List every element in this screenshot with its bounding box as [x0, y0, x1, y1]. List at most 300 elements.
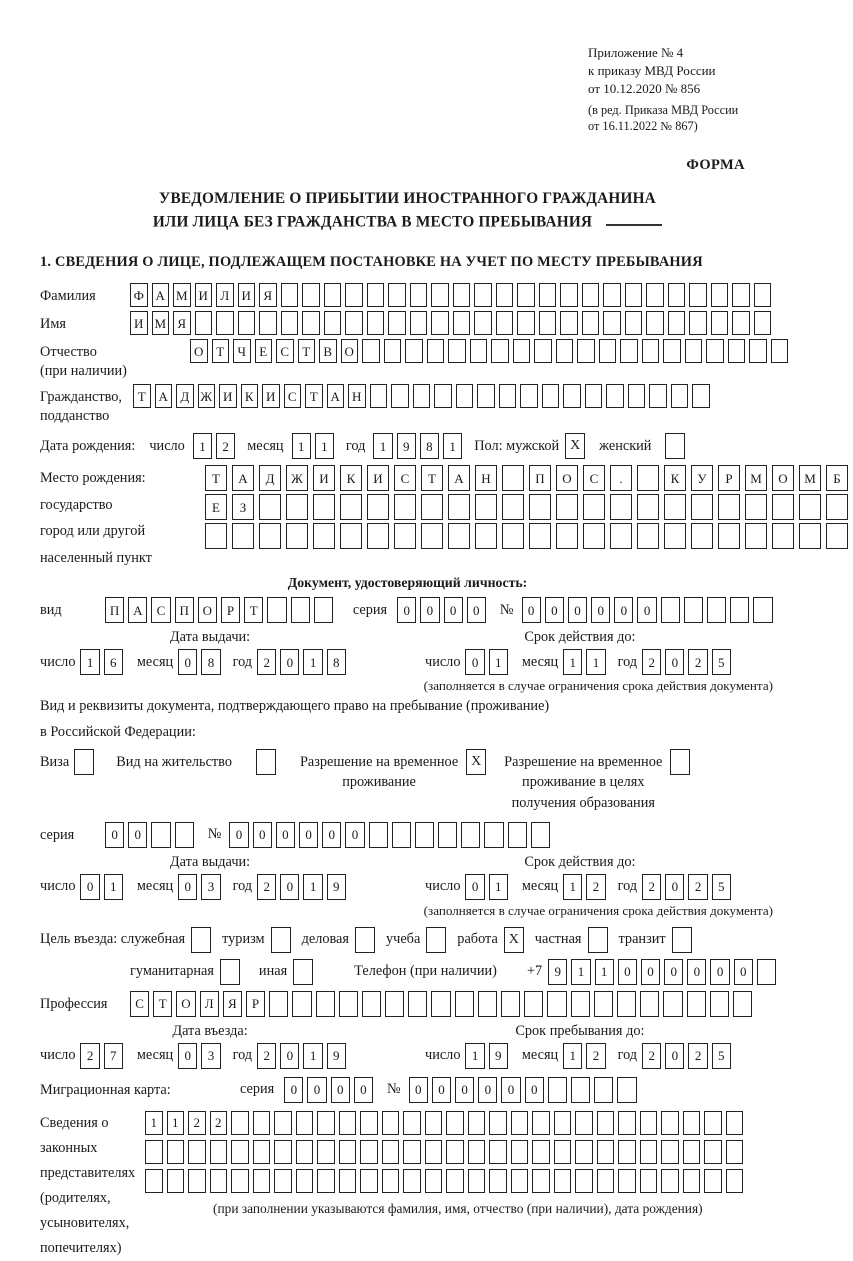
char-cell[interactable]: У [691, 465, 713, 491]
char-cell[interactable] [640, 991, 659, 1017]
char-cell[interactable]: Т [305, 384, 323, 408]
char-cell[interactable] [384, 339, 402, 363]
char-cell[interactable]: А [152, 283, 170, 307]
char-cell[interactable] [316, 991, 335, 1017]
char-cell[interactable] [453, 311, 471, 335]
char-cell[interactable] [253, 1111, 271, 1135]
char-cell[interactable] [684, 597, 703, 623]
char-cell[interactable]: П [175, 597, 194, 623]
char-cell[interactable]: 0 [105, 822, 124, 848]
char-cell[interactable] [704, 1169, 722, 1193]
char-cell[interactable]: 0 [465, 874, 484, 900]
char-cell[interactable] [618, 1140, 636, 1164]
char-cell[interactable] [238, 311, 256, 335]
char-cell[interactable] [391, 384, 409, 408]
char-cell[interactable]: 8 [201, 649, 220, 675]
char-cell[interactable]: А [155, 384, 173, 408]
char-cell[interactable] [556, 523, 578, 549]
char-cell[interactable] [556, 494, 578, 520]
char-cell[interactable] [274, 1169, 292, 1193]
char-cell[interactable] [489, 1111, 507, 1135]
char-cell[interactable] [732, 311, 750, 335]
char-cell[interactable] [563, 384, 581, 408]
char-cell[interactable]: 0 [444, 597, 463, 623]
char-cell[interactable] [455, 991, 474, 1017]
char-cell[interactable] [508, 822, 527, 848]
char-cell[interactable]: 8 [327, 649, 346, 675]
char-cell[interactable]: 5 [712, 874, 731, 900]
char-cell[interactable] [167, 1140, 185, 1164]
char-cell[interactable]: 8 [420, 433, 439, 459]
char-cell[interactable] [711, 311, 729, 335]
char-cell[interactable]: Д [176, 384, 194, 408]
char-cell[interactable] [575, 1111, 593, 1135]
char-cell[interactable]: А [448, 465, 470, 491]
char-cell[interactable] [554, 1111, 572, 1135]
char-cell[interactable]: Б [826, 465, 848, 491]
char-cell[interactable] [575, 1169, 593, 1193]
char-cell[interactable]: Е [205, 494, 227, 520]
char-cell[interactable] [484, 822, 503, 848]
char-cell[interactable] [520, 384, 538, 408]
char-cell[interactable] [599, 339, 617, 363]
char-cell[interactable]: 2 [586, 874, 605, 900]
char-cell[interactable]: 1 [586, 649, 605, 675]
char-cell[interactable] [362, 991, 381, 1017]
char-cell[interactable] [269, 991, 288, 1017]
char-cell[interactable]: 1 [563, 1043, 582, 1069]
char-cell[interactable] [468, 1169, 486, 1193]
char-cell[interactable]: 1 [489, 874, 508, 900]
char-cell[interactable] [403, 1111, 421, 1135]
char-cell[interactable] [382, 1169, 400, 1193]
char-cell[interactable] [757, 959, 776, 985]
char-cell[interactable] [403, 1140, 421, 1164]
char-cell[interactable] [367, 283, 385, 307]
char-cell[interactable] [456, 384, 474, 408]
char-cell[interactable] [511, 1111, 529, 1135]
char-cell[interactable] [547, 991, 566, 1017]
char-cell[interactable] [637, 494, 659, 520]
char-cell[interactable]: Л [216, 283, 234, 307]
char-cell[interactable] [560, 311, 578, 335]
char-cell[interactable]: 0 [178, 874, 197, 900]
char-cell[interactable] [405, 339, 423, 363]
char-cell[interactable] [539, 311, 557, 335]
char-cell[interactable] [799, 523, 821, 549]
char-cell[interactable]: Т [133, 384, 151, 408]
char-cell[interactable]: М [152, 311, 170, 335]
char-cell[interactable] [195, 311, 213, 335]
char-cell[interactable] [313, 494, 335, 520]
char-cell[interactable] [646, 283, 664, 307]
char-cell[interactable] [394, 494, 416, 520]
char-cell[interactable]: 2 [210, 1111, 228, 1135]
char-cell[interactable] [730, 597, 749, 623]
char-cell[interactable]: 0 [665, 649, 684, 675]
char-cell[interactable]: . [610, 465, 632, 491]
char-cell[interactable]: 0 [280, 874, 299, 900]
char-cell[interactable]: 2 [688, 874, 707, 900]
char-cell[interactable]: К [664, 465, 686, 491]
char-cell[interactable]: Н [348, 384, 366, 408]
char-cell[interactable]: 0 [432, 1077, 451, 1103]
char-cell[interactable] [582, 283, 600, 307]
char-cell[interactable] [532, 1140, 550, 1164]
purpose-chastnaya-checkbox[interactable] [588, 927, 608, 953]
char-cell[interactable] [314, 597, 333, 623]
char-cell[interactable]: С [151, 597, 170, 623]
char-cell[interactable]: М [799, 465, 821, 491]
char-cell[interactable] [188, 1169, 206, 1193]
temporary-residence-education-checkbox[interactable] [670, 749, 690, 775]
char-cell[interactable]: 2 [642, 649, 661, 675]
char-cell[interactable] [448, 339, 466, 363]
char-cell[interactable]: Ф [130, 283, 148, 307]
char-cell[interactable]: 1 [167, 1111, 185, 1135]
char-cell[interactable]: 0 [465, 649, 484, 675]
char-cell[interactable] [448, 523, 470, 549]
char-cell[interactable] [585, 384, 603, 408]
char-cell[interactable] [594, 1077, 613, 1103]
char-cell[interactable]: К [340, 465, 362, 491]
char-cell[interactable] [408, 991, 427, 1017]
char-cell[interactable]: И [262, 384, 280, 408]
char-cell[interactable]: 0 [525, 1077, 544, 1103]
char-cell[interactable]: 0 [345, 822, 364, 848]
char-cell[interactable]: 1 [303, 874, 322, 900]
char-cell[interactable] [475, 523, 497, 549]
char-cell[interactable] [548, 1077, 567, 1103]
char-cell[interactable] [668, 283, 686, 307]
char-cell[interactable] [210, 1140, 228, 1164]
char-cell[interactable]: Я [259, 283, 277, 307]
char-cell[interactable]: О [341, 339, 359, 363]
char-cell[interactable] [517, 311, 535, 335]
purpose-delovaya-checkbox[interactable] [355, 927, 375, 953]
char-cell[interactable] [253, 1169, 271, 1193]
char-cell[interactable] [575, 1140, 593, 1164]
char-cell[interactable] [502, 465, 524, 491]
char-cell[interactable] [421, 523, 443, 549]
char-cell[interactable]: Ж [286, 465, 308, 491]
char-cell[interactable] [511, 1140, 529, 1164]
char-cell[interactable] [664, 494, 686, 520]
char-cell[interactable] [151, 822, 170, 848]
char-cell[interactable]: 2 [642, 874, 661, 900]
char-cell[interactable] [369, 822, 388, 848]
sex-male-checkbox[interactable]: X [565, 433, 585, 459]
char-cell[interactable] [637, 465, 659, 491]
char-cell[interactable] [413, 384, 431, 408]
char-cell[interactable] [446, 1111, 464, 1135]
char-cell[interactable] [603, 283, 621, 307]
char-cell[interactable]: О [190, 339, 208, 363]
char-cell[interactable] [231, 1111, 249, 1135]
char-cell[interactable] [474, 283, 492, 307]
char-cell[interactable] [367, 494, 389, 520]
char-cell[interactable] [302, 311, 320, 335]
char-cell[interactable]: 0 [501, 1077, 520, 1103]
char-cell[interactable]: 5 [712, 1043, 731, 1069]
char-cell[interactable]: 0 [322, 822, 341, 848]
char-cell[interactable] [685, 339, 703, 363]
char-cell[interactable]: И [130, 311, 148, 335]
char-cell[interactable] [477, 384, 495, 408]
char-cell[interactable]: Ч [233, 339, 251, 363]
char-cell[interactable] [531, 822, 550, 848]
char-cell[interactable] [826, 523, 848, 549]
char-cell[interactable]: 0 [284, 1077, 303, 1103]
char-cell[interactable]: 0 [467, 597, 486, 623]
purpose-inaya-checkbox[interactable] [293, 959, 313, 985]
char-cell[interactable] [772, 523, 794, 549]
char-cell[interactable] [772, 494, 794, 520]
purpose-ucheba-checkbox[interactable] [426, 927, 446, 953]
char-cell[interactable] [513, 339, 531, 363]
char-cell[interactable]: М [745, 465, 767, 491]
char-cell[interactable]: 0 [178, 649, 197, 675]
char-cell[interactable] [392, 822, 411, 848]
char-cell[interactable] [427, 339, 445, 363]
char-cell[interactable] [683, 1111, 701, 1135]
char-cell[interactable] [360, 1140, 378, 1164]
char-cell[interactable] [771, 339, 789, 363]
char-cell[interactable]: А [327, 384, 345, 408]
char-cell[interactable] [691, 494, 713, 520]
char-cell[interactable] [470, 339, 488, 363]
char-cell[interactable]: 0 [253, 822, 272, 848]
char-cell[interactable] [649, 384, 667, 408]
char-cell[interactable] [370, 384, 388, 408]
char-cell[interactable]: 0 [354, 1077, 373, 1103]
char-cell[interactable] [491, 339, 509, 363]
char-cell[interactable] [317, 1140, 335, 1164]
char-cell[interactable]: 2 [188, 1111, 206, 1135]
char-cell[interactable] [664, 523, 686, 549]
char-cell[interactable]: З [232, 494, 254, 520]
char-cell[interactable]: П [529, 465, 551, 491]
char-cell[interactable]: С [276, 339, 294, 363]
char-cell[interactable] [689, 283, 707, 307]
char-cell[interactable] [425, 1140, 443, 1164]
char-cell[interactable]: Р [246, 991, 265, 1017]
char-cell[interactable] [345, 311, 363, 335]
char-cell[interactable] [532, 1169, 550, 1193]
char-cell[interactable] [431, 283, 449, 307]
char-cell[interactable]: 1 [303, 649, 322, 675]
char-cell[interactable]: 7 [104, 1043, 123, 1069]
char-cell[interactable] [415, 822, 434, 848]
char-cell[interactable]: 9 [489, 1043, 508, 1069]
char-cell[interactable] [388, 283, 406, 307]
char-cell[interactable] [385, 991, 404, 1017]
char-cell[interactable]: 0 [591, 597, 610, 623]
char-cell[interactable] [478, 991, 497, 1017]
char-cell[interactable]: В [319, 339, 337, 363]
char-cell[interactable] [425, 1169, 443, 1193]
char-cell[interactable] [754, 311, 772, 335]
char-cell[interactable]: 0 [80, 874, 99, 900]
char-cell[interactable]: 1 [193, 433, 212, 459]
char-cell[interactable] [496, 311, 514, 335]
char-cell[interactable]: Д [259, 465, 281, 491]
char-cell[interactable]: 0 [299, 822, 318, 848]
char-cell[interactable] [691, 523, 713, 549]
char-cell[interactable]: 0 [734, 959, 753, 985]
char-cell[interactable]: 0 [614, 597, 633, 623]
char-cell[interactable]: 0 [276, 822, 295, 848]
char-cell[interactable]: Е [255, 339, 273, 363]
char-cell[interactable] [511, 1169, 529, 1193]
char-cell[interactable]: А [232, 465, 254, 491]
char-cell[interactable]: 0 [618, 959, 637, 985]
char-cell[interactable] [296, 1111, 314, 1135]
char-cell[interactable] [434, 384, 452, 408]
char-cell[interactable] [317, 1169, 335, 1193]
char-cell[interactable]: 1 [571, 959, 590, 985]
char-cell[interactable] [529, 494, 551, 520]
char-cell[interactable] [687, 991, 706, 1017]
char-cell[interactable] [425, 1111, 443, 1135]
char-cell[interactable] [661, 1140, 679, 1164]
char-cell[interactable]: И [313, 465, 335, 491]
char-cell[interactable]: 1 [465, 1043, 484, 1069]
char-cell[interactable]: 1 [145, 1111, 163, 1135]
char-cell[interactable]: А [128, 597, 147, 623]
residence-permit-checkbox[interactable] [256, 749, 276, 775]
char-cell[interactable]: 0 [664, 959, 683, 985]
char-cell[interactable]: 5 [712, 649, 731, 675]
char-cell[interactable] [726, 1111, 744, 1135]
char-cell[interactable]: Ж [198, 384, 216, 408]
char-cell[interactable] [394, 523, 416, 549]
char-cell[interactable] [718, 494, 740, 520]
char-cell[interactable]: 1 [292, 433, 311, 459]
char-cell[interactable] [296, 1140, 314, 1164]
char-cell[interactable] [317, 1111, 335, 1135]
char-cell[interactable] [496, 283, 514, 307]
char-cell[interactable] [292, 991, 311, 1017]
char-cell[interactable]: С [394, 465, 416, 491]
char-cell[interactable] [367, 523, 389, 549]
char-cell[interactable] [710, 991, 729, 1017]
char-cell[interactable] [421, 494, 443, 520]
purpose-sluzhebnaya-checkbox[interactable] [191, 927, 211, 953]
char-cell[interactable] [706, 339, 724, 363]
char-cell[interactable]: 1 [104, 874, 123, 900]
char-cell[interactable] [259, 311, 277, 335]
char-cell[interactable] [583, 523, 605, 549]
char-cell[interactable]: С [583, 465, 605, 491]
char-cell[interactable]: 1 [315, 433, 334, 459]
char-cell[interactable]: 1 [303, 1043, 322, 1069]
purpose-tranzit-checkbox[interactable] [672, 927, 692, 953]
char-cell[interactable] [188, 1140, 206, 1164]
char-cell[interactable]: О [772, 465, 794, 491]
char-cell[interactable] [274, 1111, 292, 1135]
char-cell[interactable]: 9 [548, 959, 567, 985]
char-cell[interactable] [499, 384, 517, 408]
char-cell[interactable] [468, 1111, 486, 1135]
char-cell[interactable] [216, 311, 234, 335]
char-cell[interactable]: 2 [80, 1043, 99, 1069]
char-cell[interactable] [291, 597, 310, 623]
char-cell[interactable] [663, 339, 681, 363]
char-cell[interactable] [502, 494, 524, 520]
char-cell[interactable] [345, 283, 363, 307]
char-cell[interactable] [799, 494, 821, 520]
char-cell[interactable] [582, 311, 600, 335]
char-cell[interactable] [339, 1111, 357, 1135]
char-cell[interactable] [661, 1111, 679, 1135]
char-cell[interactable] [661, 597, 680, 623]
char-cell[interactable] [640, 1111, 658, 1135]
char-cell[interactable]: И [195, 283, 213, 307]
char-cell[interactable] [597, 1111, 615, 1135]
char-cell[interactable] [826, 494, 848, 520]
char-cell[interactable] [745, 494, 767, 520]
char-cell[interactable] [554, 1169, 572, 1193]
char-cell[interactable]: И [367, 465, 389, 491]
char-cell[interactable] [583, 494, 605, 520]
char-cell[interactable]: 0 [420, 597, 439, 623]
char-cell[interactable]: О [198, 597, 217, 623]
char-cell[interactable] [259, 494, 281, 520]
char-cell[interactable]: 2 [688, 1043, 707, 1069]
char-cell[interactable] [145, 1169, 163, 1193]
char-cell[interactable] [324, 283, 342, 307]
char-cell[interactable] [542, 384, 560, 408]
char-cell[interactable] [489, 1169, 507, 1193]
char-cell[interactable] [683, 1169, 701, 1193]
char-cell[interactable]: С [130, 991, 149, 1017]
char-cell[interactable] [231, 1140, 249, 1164]
char-cell[interactable] [468, 1140, 486, 1164]
char-cell[interactable] [571, 991, 590, 1017]
char-cell[interactable] [259, 523, 281, 549]
char-cell[interactable]: П [105, 597, 124, 623]
char-cell[interactable]: 0 [710, 959, 729, 985]
char-cell[interactable]: 1 [489, 649, 508, 675]
char-cell[interactable]: 0 [637, 597, 656, 623]
char-cell[interactable] [726, 1140, 744, 1164]
char-cell[interactable] [286, 523, 308, 549]
char-cell[interactable] [339, 1140, 357, 1164]
char-cell[interactable] [689, 311, 707, 335]
char-cell[interactable]: М [173, 283, 191, 307]
char-cell[interactable] [671, 384, 689, 408]
char-cell[interactable]: Я [173, 311, 191, 335]
char-cell[interactable] [692, 384, 710, 408]
char-cell[interactable] [281, 283, 299, 307]
char-cell[interactable] [539, 283, 557, 307]
char-cell[interactable] [431, 311, 449, 335]
char-cell[interactable] [388, 311, 406, 335]
char-cell[interactable]: 0 [397, 597, 416, 623]
char-cell[interactable] [718, 523, 740, 549]
char-cell[interactable]: 2 [586, 1043, 605, 1069]
char-cell[interactable] [461, 822, 480, 848]
char-cell[interactable] [403, 1169, 421, 1193]
purpose-turizm-checkbox[interactable] [271, 927, 291, 953]
char-cell[interactable] [382, 1111, 400, 1135]
visa-checkbox[interactable] [74, 749, 94, 775]
char-cell[interactable]: С [284, 384, 302, 408]
temporary-residence-checkbox[interactable]: X [466, 749, 486, 775]
char-cell[interactable]: 1 [563, 874, 582, 900]
char-cell[interactable] [594, 991, 613, 1017]
